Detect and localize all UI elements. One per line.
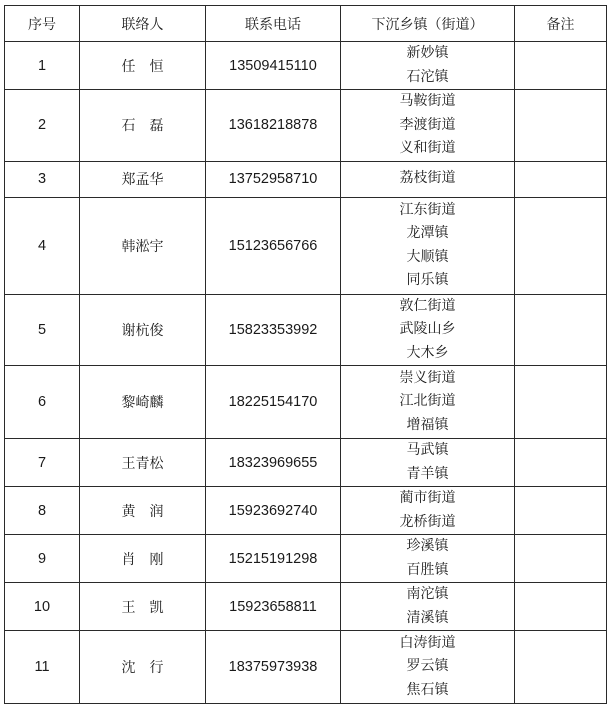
cell-phone: 13752958710 [206,161,341,197]
header-contact-person: 联络人 [80,6,206,42]
cell-serial-number: 11 [5,631,80,704]
town-list [341,367,514,438]
town-name: 珍溪镇 [406,538,449,554]
cell-contact-person: 郑孟华 [80,161,206,197]
town-name: 义和街道 [399,140,456,156]
cell-assigned-towns [341,583,515,631]
town-list [341,487,514,534]
cell-serial-number: 7 [5,439,80,487]
table-row [5,90,607,162]
cell-phone: 15923692740 [206,487,341,535]
cell-serial-number: 1 [5,42,80,90]
town-list [341,583,514,630]
cell-assigned-towns [341,42,515,90]
town-name: 南沱镇 [406,586,449,602]
town-list [341,90,514,161]
cell-remarks [515,90,607,162]
cell-serial-number: 9 [5,535,80,583]
cell-serial-number: 3 [5,161,80,197]
header-phone: 联系电话 [206,6,341,42]
town-list [341,295,514,366]
cell-phone: 18225154170 [206,366,341,439]
cell-remarks [515,366,607,439]
town-name: 百胜镇 [406,561,449,578]
table-row [5,294,607,366]
cell-remarks [515,161,607,197]
cell-phone: 15215191298 [206,535,341,583]
cell-serial-number: 6 [5,366,80,439]
header-assigned-towns: 下沉乡镇（街道） [341,6,515,42]
cell-serial-number: 10 [5,583,80,631]
town-list [341,199,514,293]
table-body [5,42,607,704]
table-row [5,535,607,583]
town-name: 增福镇 [406,416,449,433]
cell-remarks [515,294,607,366]
town-name: 蔺市街道 [399,490,456,506]
cell-assigned-towns [341,197,515,294]
cell-contact-person: 韩淞宇 [80,197,206,294]
table-row [5,439,607,487]
cell-assigned-towns [341,631,515,704]
cell-assigned-towns [341,161,515,197]
table-row [5,197,607,294]
town-list [341,439,514,486]
town-name: 马武镇 [406,442,449,458]
town-list [341,632,514,703]
cell-phone: 18323969655 [206,439,341,487]
cell-phone: 13509415110 [206,42,341,90]
cell-contact-person: 王 凯 [80,583,206,631]
table-row [5,42,607,90]
cell-serial-number: 8 [5,487,80,535]
town-name: 荔枝街道 [399,170,456,187]
cell-assigned-towns [341,294,515,366]
cell-assigned-towns [341,439,515,487]
town-name: 焦石镇 [406,681,449,698]
town-list [341,167,514,191]
cell-contact-person: 谢杭俊 [80,294,206,366]
town-name: 江东街道 [399,201,456,218]
header-serial-number: 序号 [5,6,80,42]
town-name: 龙桥街道 [399,513,456,530]
cell-remarks [515,487,607,535]
cell-remarks [515,631,607,704]
town-name: 崇义街道 [399,369,456,386]
table-row [5,631,607,704]
cell-assigned-towns [341,535,515,583]
town-name: 敦仁街道 [399,297,456,314]
table-header-row [5,6,607,42]
cell-contact-person: 肖 刚 [80,535,206,583]
cell-remarks [515,439,607,487]
table-row [5,583,607,631]
town-name: 石沱镇 [406,68,449,85]
cell-phone: 15823353992 [206,294,341,366]
cell-remarks [515,197,607,294]
town-name: 大顺镇 [406,248,449,265]
town-name: 新妙镇 [406,45,449,61]
cell-phone: 13618218878 [206,90,341,162]
town-name: 龙潭镇 [406,225,449,241]
cell-contact-person: 黎崎麟 [80,366,206,439]
cell-remarks [515,535,607,583]
cell-serial-number: 2 [5,90,80,162]
town-name: 白涛街道 [399,634,456,651]
town-name: 马鞍街道 [399,93,456,109]
town-name: 武陵山乡 [399,321,456,337]
cell-phone: 18375973938 [206,631,341,704]
cell-phone: 15123656766 [206,197,341,294]
cell-contact-person: 任 恒 [80,42,206,90]
town-name: 大木乡 [406,344,449,361]
cell-contact-person: 沈 行 [80,631,206,704]
table-row [5,161,607,197]
town-list [341,42,514,89]
town-name: 罗云镇 [406,658,449,675]
town-name: 江北街道 [399,393,456,410]
town-list [341,535,514,582]
table-row [5,487,607,535]
cell-remarks [515,42,607,90]
cell-serial-number: 4 [5,197,80,294]
cell-phone: 15923658811 [206,583,341,631]
cell-contact-person: 石 磊 [80,90,206,162]
cell-remarks [515,583,607,631]
cell-assigned-towns [341,487,515,535]
town-name: 李渡街道 [399,116,456,133]
table-row [5,366,607,439]
cell-contact-person: 黄 润 [80,487,206,535]
town-name: 青羊镇 [406,465,449,482]
liaison-table [4,5,607,704]
header-remarks: 备注 [515,6,607,42]
town-name: 清溪镇 [406,609,449,626]
cell-contact-person: 王青松 [80,439,206,487]
cell-assigned-towns [341,90,515,162]
cell-serial-number: 5 [5,294,80,366]
cell-assigned-towns [341,366,515,439]
town-name: 同乐镇 [406,272,449,288]
